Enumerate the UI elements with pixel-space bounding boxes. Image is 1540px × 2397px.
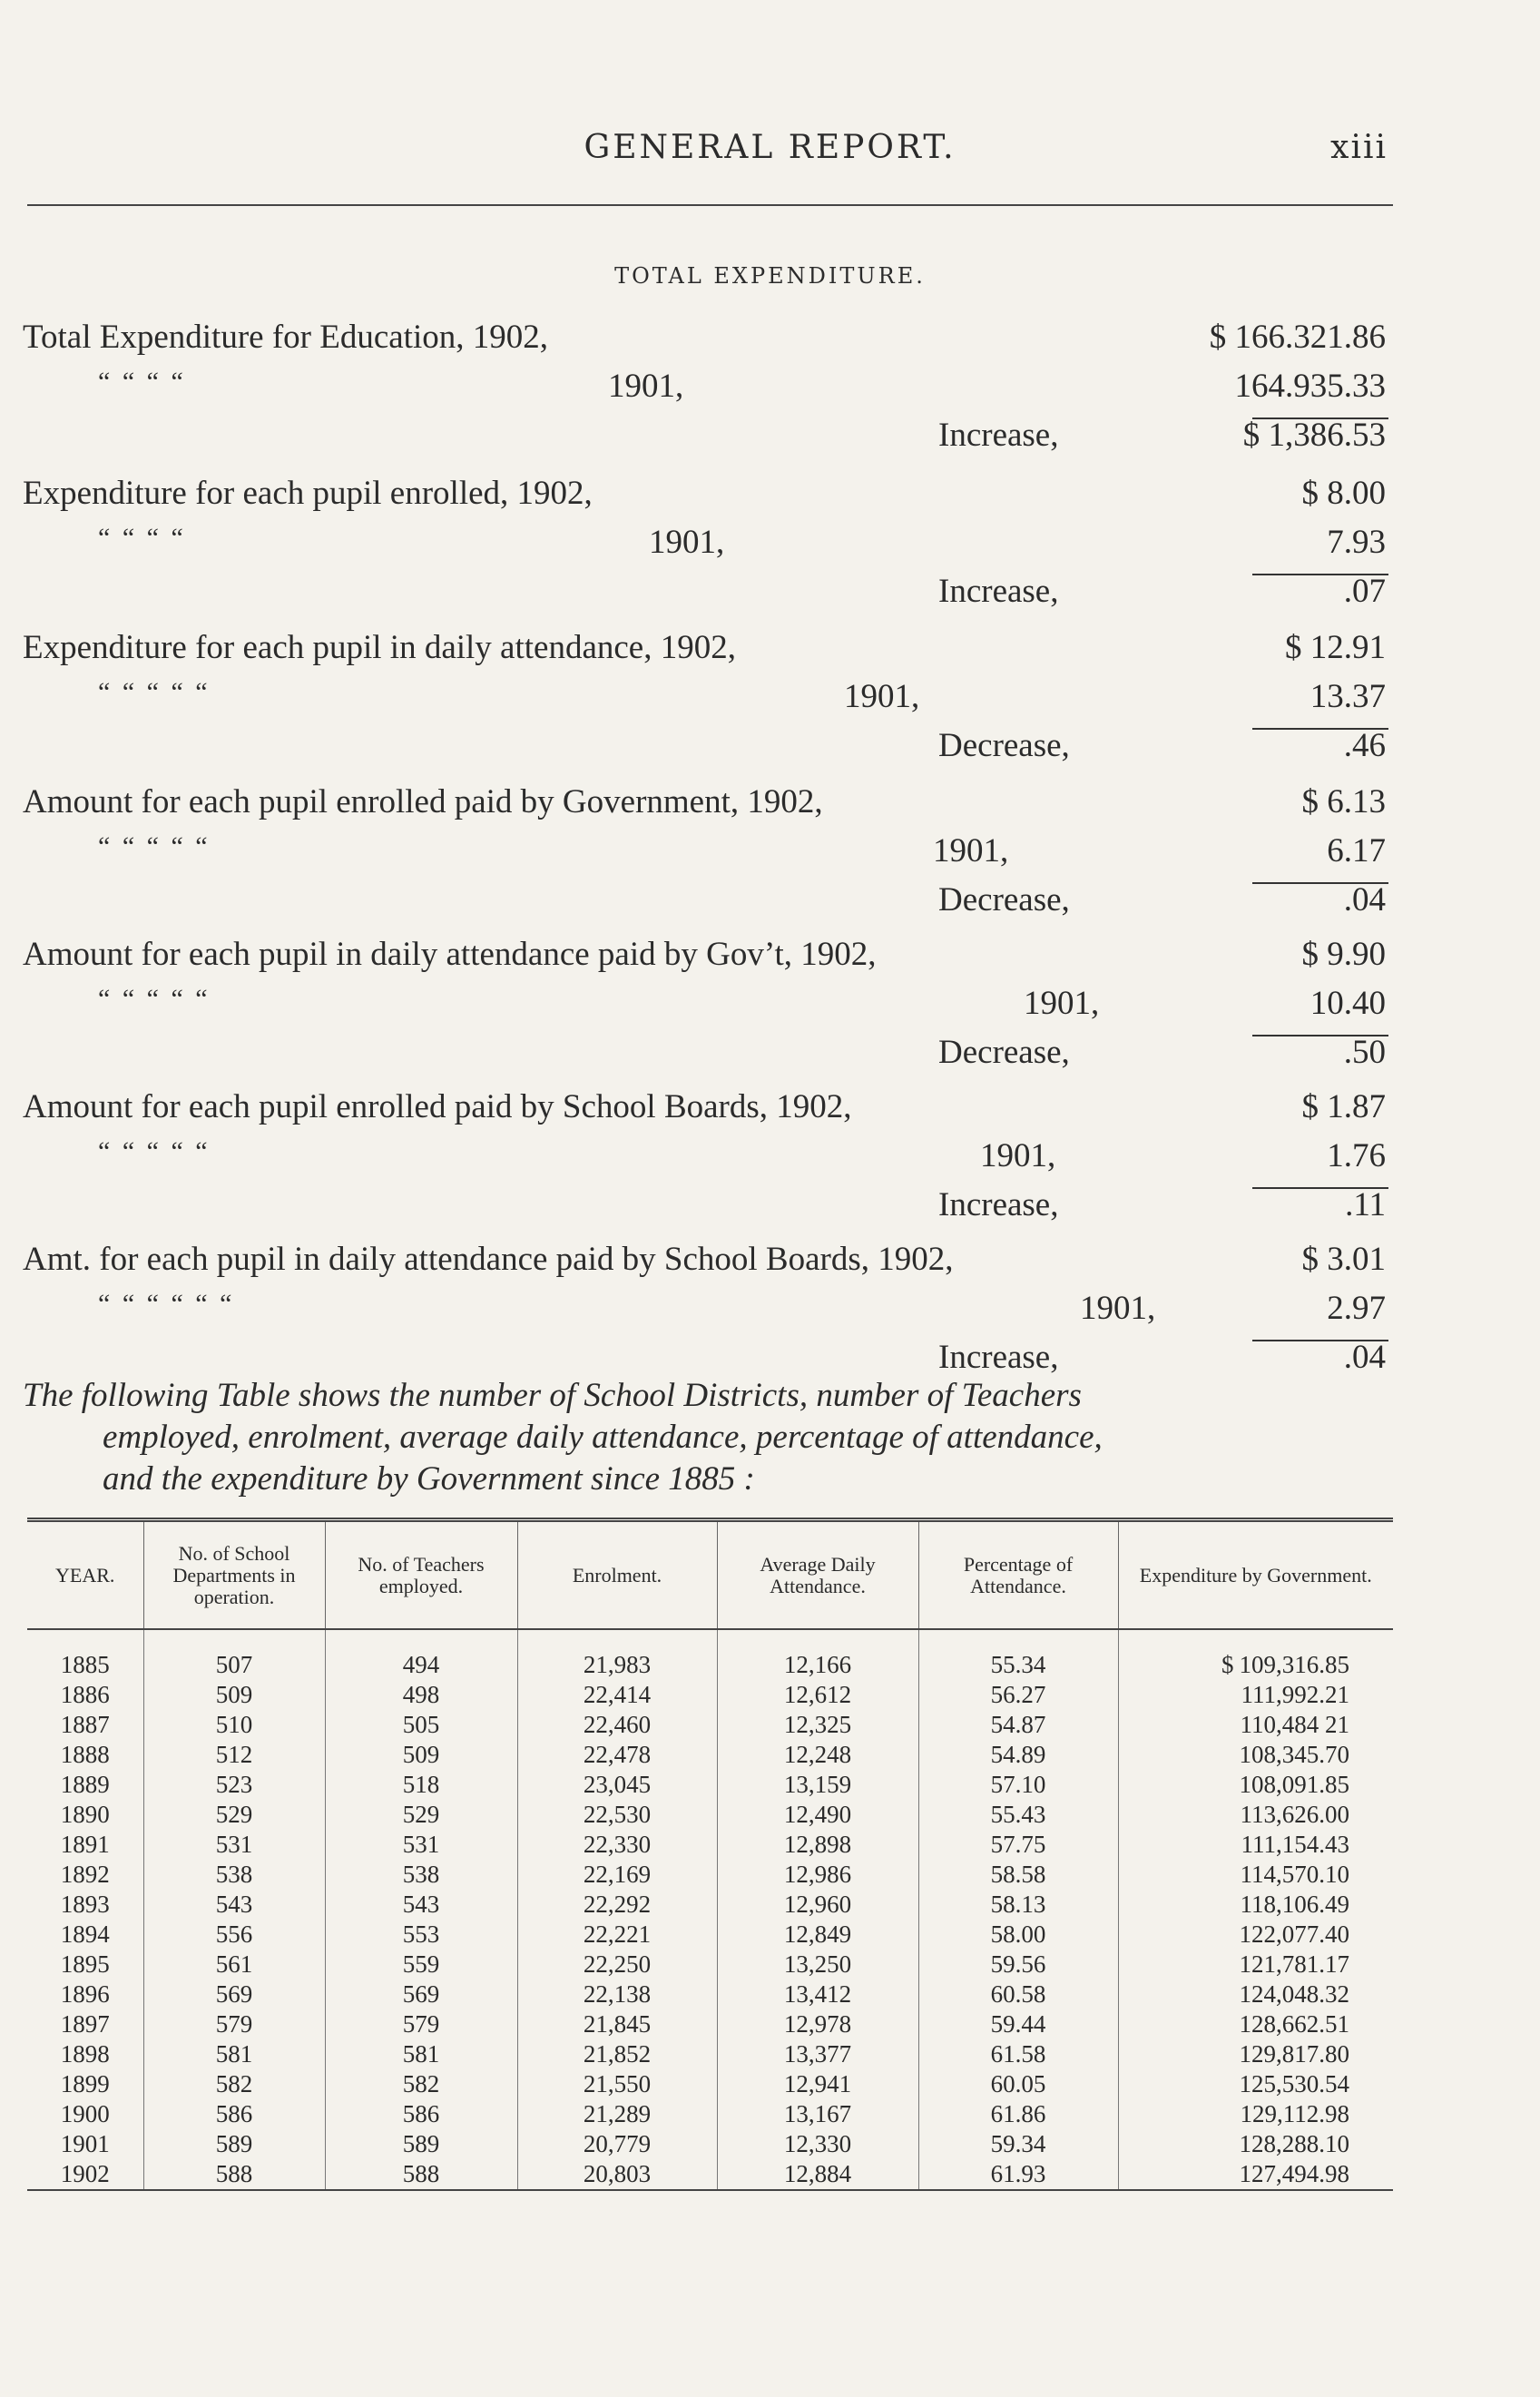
expenditure-value: 111,992.21 <box>1241 1681 1349 1708</box>
table-row <box>27 1680 1393 1710</box>
table-cell: 1893 <box>27 1890 143 1920</box>
value-1902: $ 3.01 <box>1301 1241 1386 1278</box>
table-row <box>27 2039 1393 2069</box>
table-cell: 1897 <box>27 2009 143 2039</box>
ditto-marks: “ “ “ “ “ “ <box>98 1289 235 1319</box>
ditto-marks: “ “ “ “ “ <box>98 1136 211 1166</box>
value-1902: $ 1.87 <box>1301 1088 1386 1125</box>
table-row <box>27 1710 1393 1740</box>
expenditure-value: 111,154.43 <box>1241 1831 1349 1858</box>
expenditure-label: Amt. for each pupil in daily attendance paid by School Boards, 1902, <box>23 1241 954 1278</box>
table-cell <box>1118 1920 1393 1950</box>
table-cell: 543 <box>325 1890 517 1920</box>
table-body <box>27 1629 1393 2190</box>
table-cell: 12,884 <box>717 2159 918 2190</box>
year-1901: 1901, <box>1080 1290 1156 1327</box>
year-1901: 1901, <box>933 832 1009 869</box>
table-cell: 21,852 <box>517 2039 717 2069</box>
table-cell: 507 <box>143 1629 325 1680</box>
value-1901: 2.97 <box>1327 1290 1386 1327</box>
table-cell <box>1118 1950 1393 1979</box>
value-1902: $ 9.90 <box>1301 936 1386 973</box>
table-cell: 57.10 <box>918 1770 1118 1800</box>
column-header: Enrolment. <box>517 1520 717 1630</box>
table-cell: 22,292 <box>517 1890 717 1920</box>
table-cell: 58.13 <box>918 1890 1118 1920</box>
table-cell: 61.58 <box>918 2039 1118 2069</box>
statistics-table <box>27 1518 1393 2191</box>
change-value: .04 <box>1343 881 1386 919</box>
expenditure-value: 109,316.85 <box>1239 1651 1349 1678</box>
expenditure-item <box>0 782 1540 932</box>
expenditure-item <box>0 1087 1540 1237</box>
year-1901: 1901, <box>980 1137 1056 1174</box>
table-cell: 1888 <box>27 1740 143 1770</box>
table-cell: 59.44 <box>918 2009 1118 2039</box>
table-cell: 581 <box>143 2039 325 2069</box>
change-value: .46 <box>1343 727 1386 764</box>
table-row <box>27 1890 1393 1920</box>
table-cell <box>1118 1979 1393 2009</box>
table-row <box>27 1920 1393 1950</box>
table-cell: 531 <box>143 1830 325 1860</box>
expenditure-label: Amount for each pupil in daily attendance paid by Gov’t, 1902, <box>23 936 877 973</box>
table-cell: 59.56 <box>918 1950 1118 1979</box>
expenditure-value: 113,626.00 <box>1240 1801 1349 1828</box>
note-line-2: employed, enrolment, average daily attendance, percentage of attendance, <box>103 1419 1103 1456</box>
expenditure-value: 124,048.32 <box>1239 1980 1349 2008</box>
table-cell: 1896 <box>27 1979 143 2009</box>
table-cell <box>1118 2009 1393 2039</box>
expenditure-label: Expenditure for each pupil enrolled, 1902, <box>23 475 593 512</box>
table-cell: 20,779 <box>517 2129 717 2159</box>
table-cell: 22,460 <box>517 1710 717 1740</box>
table-cell: 22,478 <box>517 1740 717 1770</box>
change-label: Increase, <box>938 573 1059 610</box>
expenditure-value: 125,530.54 <box>1239 2070 1349 2097</box>
expenditure-value: 108,345.70 <box>1239 1741 1349 1768</box>
table-cell: 510 <box>143 1710 325 1740</box>
table-cell: 538 <box>143 1860 325 1890</box>
page-title: GENERAL REPORT. <box>584 129 956 166</box>
table-cell: 58.58 <box>918 1860 1118 1890</box>
table-cell: 569 <box>143 1979 325 2009</box>
expenditure-item <box>0 318 1540 467</box>
change-label: Decrease, <box>938 881 1070 919</box>
table-cell: 498 <box>325 1680 517 1710</box>
expenditure-value: 128,288.10 <box>1239 2130 1349 2157</box>
column-header: No. of Teachers employed. <box>325 1520 517 1630</box>
change-value: .11 <box>1345 1186 1386 1223</box>
table-row <box>27 1770 1393 1800</box>
table-cell: 1886 <box>27 1680 143 1710</box>
table-row <box>27 2159 1393 2190</box>
table-cell: 13,167 <box>717 2099 918 2129</box>
table-cell: 582 <box>325 2069 517 2099</box>
table-row <box>27 1800 1393 1830</box>
value-1901: 7.93 <box>1327 524 1386 561</box>
note-line-3: and the expenditure by Government since 1885 : <box>103 1460 755 1498</box>
table-cell: 543 <box>143 1890 325 1920</box>
expenditure-item <box>0 935 1540 1085</box>
table-cell <box>1118 2069 1393 2099</box>
expenditure-label: Amount for each pupil enrolled paid by School Boards, 1902, <box>23 1088 852 1125</box>
value-1901: 13.37 <box>1309 678 1386 715</box>
table-cell: 553 <box>325 1920 517 1950</box>
table-cell: 55.34 <box>918 1629 1118 1680</box>
table-cell: 58.00 <box>918 1920 1118 1950</box>
change-value: .04 <box>1343 1339 1386 1376</box>
table-cell <box>1118 2039 1393 2069</box>
table-cell: 12,330 <box>717 2129 918 2159</box>
table-cell: 60.05 <box>918 2069 1118 2099</box>
table-row <box>27 2009 1393 2039</box>
table-cell: 538 <box>325 1860 517 1890</box>
table-cell: 22,250 <box>517 1950 717 1979</box>
table-row <box>27 1830 1393 1860</box>
table-cell: 22,138 <box>517 1979 717 2009</box>
table-cell: 589 <box>325 2129 517 2159</box>
table-cell: 1889 <box>27 1770 143 1800</box>
column-header: Percentage of Attendance. <box>918 1520 1118 1630</box>
table-header-row <box>27 1520 1393 1630</box>
ditto-marks: “ “ “ “ “ <box>98 831 211 861</box>
table-cell: 556 <box>143 1920 325 1950</box>
table-cell: 12,325 <box>717 1710 918 1740</box>
table-cell: 12,490 <box>717 1800 918 1830</box>
table-cell: 588 <box>325 2159 517 2190</box>
value-1901: 10.40 <box>1309 985 1386 1022</box>
value-1902: $ 6.13 <box>1301 783 1386 820</box>
table-cell <box>1118 1710 1393 1740</box>
table-cell: 509 <box>325 1740 517 1770</box>
value-1901: 6.17 <box>1327 832 1386 869</box>
table-cell: 13,159 <box>717 1770 918 1800</box>
column-header: YEAR. <box>27 1520 143 1630</box>
column-header: Expenditure by Government. <box>1118 1520 1393 1630</box>
table-cell: 1885 <box>27 1629 143 1680</box>
page-header <box>0 129 1540 174</box>
table-cell: 59.34 <box>918 2129 1118 2159</box>
table-cell: 23,045 <box>517 1770 717 1800</box>
table-cell: 518 <box>325 1770 517 1800</box>
change-label: Increase, <box>938 1186 1059 1223</box>
table-cell: 22,169 <box>517 1860 717 1890</box>
table-cell: 569 <box>325 1979 517 2009</box>
value-1902: $ 166.321.86 <box>1209 319 1386 356</box>
table-cell <box>1118 1800 1393 1830</box>
change-value: $ 1,386.53 <box>1242 417 1386 454</box>
expenditure-value: 110,484 21 <box>1240 1711 1349 1738</box>
table-cell: 12,986 <box>717 1860 918 1890</box>
table-cell: 54.87 <box>918 1710 1118 1740</box>
table-row <box>27 1629 1393 1680</box>
column-header: Average Daily Attendance. <box>717 1520 918 1630</box>
ditto-marks: “ “ “ “ “ <box>98 984 211 1014</box>
table-row <box>27 2069 1393 2099</box>
change-label: Decrease, <box>938 1034 1070 1071</box>
table-cell: 531 <box>325 1830 517 1860</box>
table-cell: 21,289 <box>517 2099 717 2129</box>
table-cell: 22,530 <box>517 1800 717 1830</box>
table-cell: 494 <box>325 1629 517 1680</box>
expenditure-item <box>0 474 1540 624</box>
year-1901: 1901, <box>649 524 725 561</box>
expenditure-value: 114,570.10 <box>1240 1861 1349 1888</box>
table-cell <box>1118 1680 1393 1710</box>
table-cell: 579 <box>143 2009 325 2039</box>
change-value: .50 <box>1343 1034 1386 1071</box>
table-cell: 12,960 <box>717 1890 918 1920</box>
table-cell: 60.58 <box>918 1979 1118 2009</box>
table-row <box>27 1979 1393 2009</box>
table-cell: 61.86 <box>918 2099 1118 2129</box>
table-cell <box>1118 2099 1393 2129</box>
column-header: No. of School Departments in operation. <box>143 1520 325 1630</box>
table-cell: 581 <box>325 2039 517 2069</box>
table-cell: 56.27 <box>918 1680 1118 1710</box>
table-cell: 12,898 <box>717 1830 918 1860</box>
table-cell: 529 <box>325 1800 517 1830</box>
table-cell <box>1118 1890 1393 1920</box>
expenditure-label: Total Expenditure for Education, 1902, <box>23 319 548 356</box>
table-row <box>27 1740 1393 1770</box>
table-cell: 12,612 <box>717 1680 918 1710</box>
table-cell: 57.75 <box>918 1830 1118 1860</box>
table-cell: 1902 <box>27 2159 143 2190</box>
table-cell: 12,941 <box>717 2069 918 2099</box>
table-cell <box>1118 1770 1393 1800</box>
table-cell: 512 <box>143 1740 325 1770</box>
table-cell: 523 <box>143 1770 325 1800</box>
ditto-marks: “ “ “ “ “ <box>98 677 211 707</box>
table-row <box>27 2129 1393 2159</box>
table-cell: 1887 <box>27 1710 143 1740</box>
expenditure-value: 128,662.51 <box>1239 2010 1349 2038</box>
table-cell <box>1118 1860 1393 1890</box>
table-cell: 1894 <box>27 1920 143 1950</box>
table-cell: 21,983 <box>517 1629 717 1680</box>
table-cell <box>1118 2159 1393 2190</box>
table-cell: 509 <box>143 1680 325 1710</box>
table-cell: 54.89 <box>918 1740 1118 1770</box>
table-cell: 13,250 <box>717 1950 918 1979</box>
expenditure-value: 129,112.98 <box>1240 2100 1349 2127</box>
table-cell: 1892 <box>27 1860 143 1890</box>
ditto-marks: “ “ “ “ <box>98 523 186 553</box>
expenditure-value: 122,077.40 <box>1239 1921 1349 1948</box>
table-cell: 13,412 <box>717 1979 918 2009</box>
table-cell: 22,414 <box>517 1680 717 1710</box>
expenditure-value: 108,091.85 <box>1239 1771 1349 1798</box>
expenditure-item <box>0 1240 1540 1390</box>
table-note <box>23 1375 1393 1500</box>
table-cell: 1899 <box>27 2069 143 2099</box>
table-cell: 1895 <box>27 1950 143 1979</box>
value-1901: 164.935.33 <box>1234 368 1386 405</box>
change-label: Increase, <box>938 417 1059 454</box>
table-cell: 588 <box>143 2159 325 2190</box>
table-cell: 1900 <box>27 2099 143 2129</box>
expenditure-value: 118,106.49 <box>1240 1891 1349 1918</box>
table-cell: 55.43 <box>918 1800 1118 1830</box>
table-cell: 21,845 <box>517 2009 717 2039</box>
table-cell: 586 <box>143 2099 325 2129</box>
table-cell: 12,849 <box>717 1920 918 1950</box>
table-cell <box>1118 2129 1393 2159</box>
expenditure-label: Amount for each pupil enrolled paid by Government, 1902, <box>23 783 823 820</box>
year-1901: 1901, <box>1024 985 1100 1022</box>
table-row <box>27 2099 1393 2129</box>
expenditure-value: 129,817.80 <box>1239 2040 1349 2068</box>
table-cell: 1891 <box>27 1830 143 1860</box>
table-cell: 21,550 <box>517 2069 717 2099</box>
table-cell: 12,166 <box>717 1629 918 1680</box>
expenditure-value: 121,781.17 <box>1239 1950 1349 1978</box>
table-row <box>27 1950 1393 1979</box>
table-cell: 1901 <box>27 2129 143 2159</box>
table-cell: 12,978 <box>717 2009 918 2039</box>
change-label: Increase, <box>938 1339 1059 1376</box>
year-1901: 1901, <box>608 368 684 405</box>
change-label: Decrease, <box>938 727 1070 764</box>
table-cell: 1890 <box>27 1800 143 1830</box>
year-1901: 1901, <box>844 678 920 715</box>
table-cell: 586 <box>325 2099 517 2129</box>
table-cell: 61.93 <box>918 2159 1118 2190</box>
expenditure-label: Expenditure for each pupil in daily attendance, 1902, <box>23 629 736 666</box>
ditto-marks: “ “ “ “ <box>98 367 186 397</box>
value-1901: 1.76 <box>1327 1137 1386 1174</box>
table-cell: 1898 <box>27 2039 143 2069</box>
value-1902: $ 12.91 <box>1285 629 1386 666</box>
table-cell <box>1118 1830 1393 1860</box>
table-cell: 22,221 <box>517 1920 717 1950</box>
table-cell: 22,330 <box>517 1830 717 1860</box>
table-cell: 579 <box>325 2009 517 2039</box>
table-cell: 589 <box>143 2129 325 2159</box>
section-title: TOTAL EXPENDITURE. <box>614 263 926 289</box>
expenditure-item <box>0 628 1540 778</box>
table-cell: 582 <box>143 2069 325 2099</box>
value-1902: $ 8.00 <box>1301 475 1386 512</box>
header-rule <box>27 204 1393 206</box>
note-line-1: The following Table shows the number of School Districts, number of Teachers <box>23 1377 1082 1414</box>
table-cell: 20,803 <box>517 2159 717 2190</box>
table-row <box>27 1860 1393 1890</box>
table-cell: 13,377 <box>717 2039 918 2069</box>
table-cell: 12,248 <box>717 1740 918 1770</box>
table-cell: 559 <box>325 1950 517 1979</box>
change-value: .07 <box>1343 573 1386 610</box>
table-cell <box>1118 1629 1393 1680</box>
table-cell <box>1118 1740 1393 1770</box>
page-number: xiii <box>1330 129 1388 166</box>
table-cell: 561 <box>143 1950 325 1979</box>
table-cell: 505 <box>325 1710 517 1740</box>
expenditure-value: 127,494.98 <box>1239 2160 1349 2187</box>
dollar-sign: $ <box>1221 1651 1234 1678</box>
table-cell: 529 <box>143 1800 325 1830</box>
